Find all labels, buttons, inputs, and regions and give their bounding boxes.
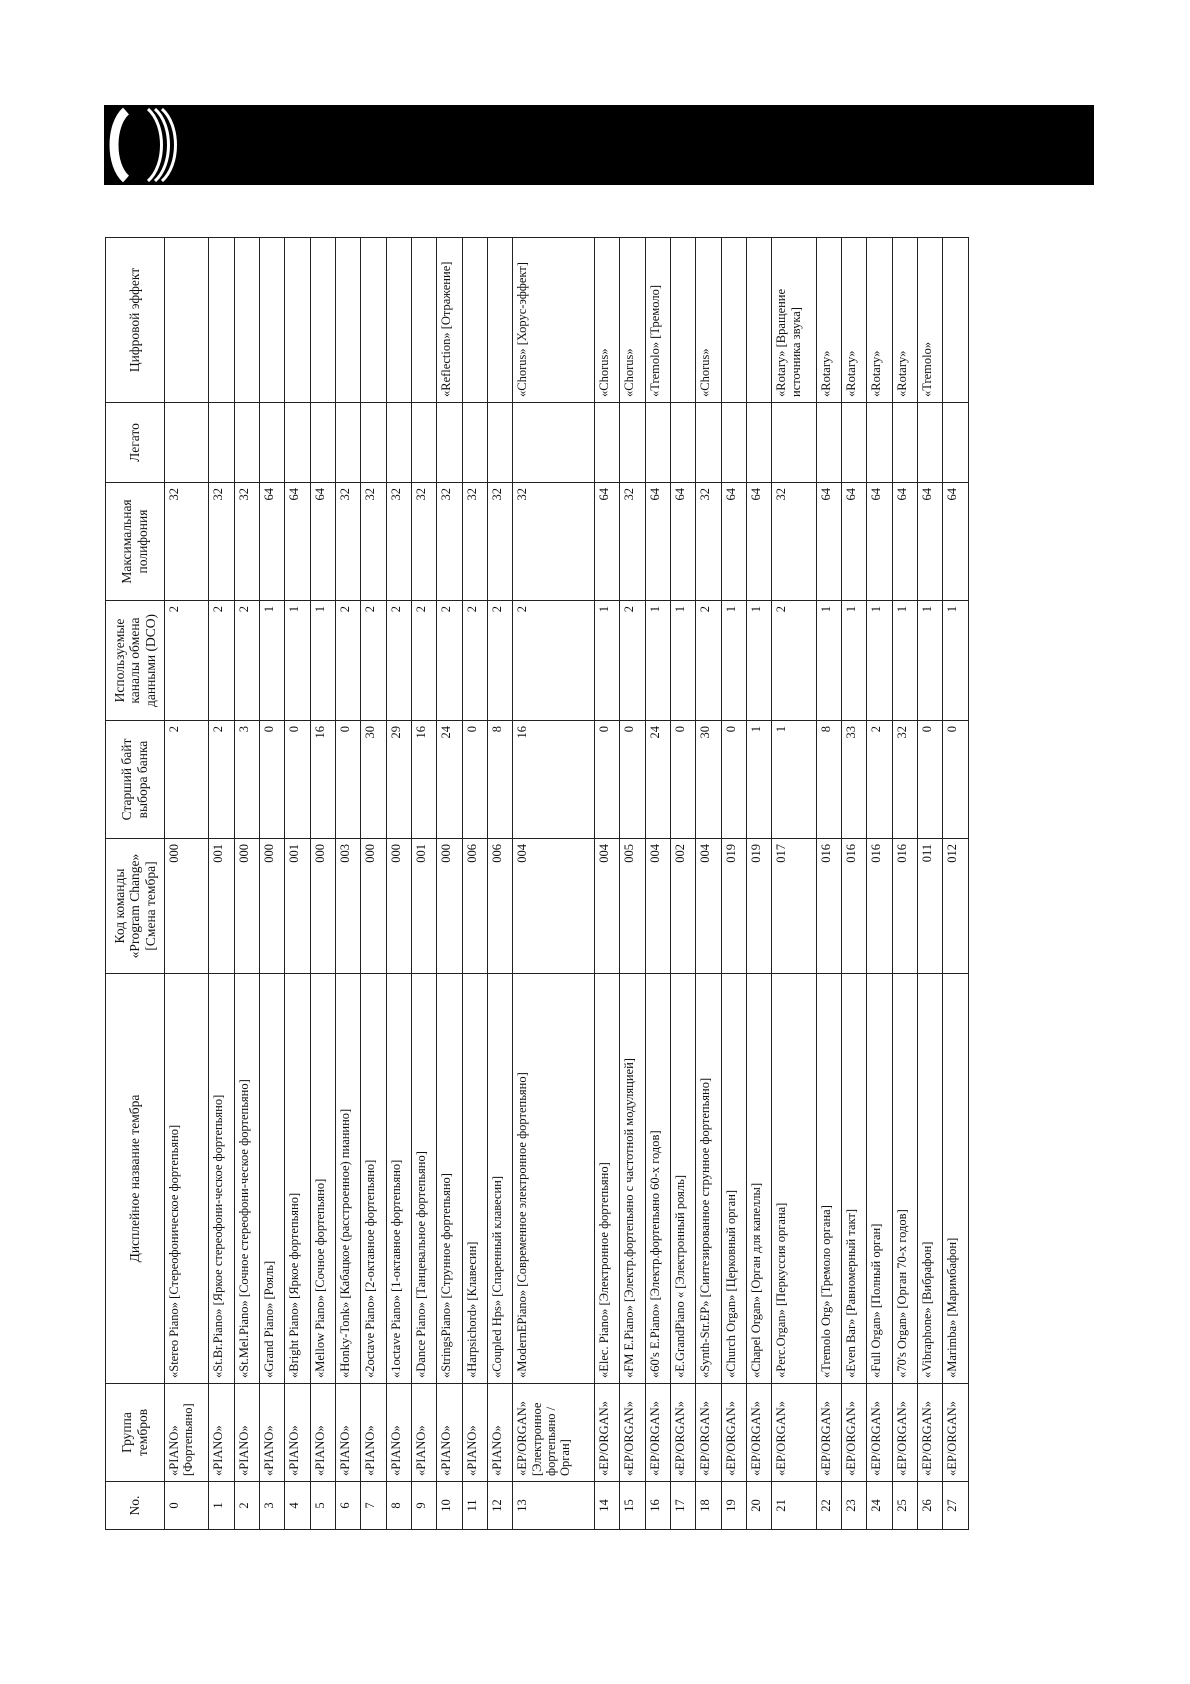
- table-row: [386, 238, 411, 1530]
- cell-display-name: «Harpsichord» [Клавесин]: [462, 974, 487, 1384]
- table-row: [411, 238, 436, 1530]
- cell-program-change: 000: [259, 839, 284, 974]
- cell-program-change: 016: [892, 839, 917, 974]
- cell-bank-msb: 2: [209, 721, 234, 839]
- cell-legato: [310, 403, 335, 483]
- cell-program-change: 003: [335, 839, 360, 974]
- cell-no: 13: [513, 1482, 595, 1530]
- cell-max-polyphony: 32: [361, 483, 386, 601]
- cell-program-change: 019: [747, 839, 772, 974]
- cell-program-change: 004: [513, 839, 595, 974]
- cell-max-polyphony: 64: [892, 483, 917, 601]
- cell-group: «PIANO»: [411, 1384, 436, 1482]
- cell-program-change: 017: [772, 839, 816, 974]
- cell-bank-msb: 0: [943, 721, 969, 839]
- cell-program-change: 006: [487, 839, 512, 974]
- cell-legato: [841, 403, 866, 483]
- cell-display-name: «Tremolo Org» [Тремоло органа]: [816, 974, 841, 1384]
- cell-group: «EP/ORGAN»: [772, 1384, 816, 1482]
- cell-program-change: 001: [411, 839, 436, 974]
- cell-bank-msb: 0: [671, 721, 696, 839]
- cell-dco-channels: 2: [620, 601, 645, 721]
- header-program-change: Код команды «Program Change» [Смена тембра]: [106, 839, 165, 974]
- cell-legato: [747, 403, 772, 483]
- cell-group: «PIANO»: [487, 1384, 512, 1482]
- cell-group: «PIANO»: [285, 1384, 310, 1482]
- table-row: [772, 238, 816, 1530]
- cell-group: «EP/ORGAN»: [892, 1384, 917, 1482]
- cell-legato: [943, 403, 969, 483]
- cell-digital-effect: [462, 238, 487, 403]
- cell-group: «PIANO»: [310, 1384, 335, 1482]
- cell-bank-msb: 0: [285, 721, 310, 839]
- cell-display-name: «StringsPiano» [Струнное фортепьяно]: [437, 974, 462, 1384]
- cell-legato: [918, 403, 943, 483]
- table-row: [918, 238, 943, 1530]
- table-row: [437, 238, 462, 1530]
- cell-dco-channels: 2: [165, 601, 209, 721]
- cell-group: «EP/ORGAN»: [671, 1384, 696, 1482]
- table-row: [361, 238, 386, 1530]
- cell-digital-effect: [747, 238, 772, 403]
- table-row: [462, 238, 487, 1530]
- cell-no: 4: [285, 1482, 310, 1530]
- cell-digital-effect: [310, 238, 335, 403]
- cell-dco-channels: 1: [310, 601, 335, 721]
- cell-group: «EP/ORGAN»: [645, 1384, 670, 1482]
- cell-display-name: «St.Br.Piano» [Яркое стереофони-ческое фортепьяно]: [209, 974, 234, 1384]
- cell-digital-effect: [259, 238, 284, 403]
- tone-table-container: [105, 238, 969, 1530]
- header-legato: Легато: [106, 403, 165, 483]
- cell-max-polyphony: 64: [310, 483, 335, 601]
- cell-no: 26: [918, 1482, 943, 1530]
- cell-dco-channels: 2: [361, 601, 386, 721]
- cell-max-polyphony: 64: [747, 483, 772, 601]
- cell-group: «EP/ORGAN»: [918, 1384, 943, 1482]
- table-row: [816, 238, 841, 1530]
- cell-max-polyphony: 32: [696, 483, 721, 601]
- header-max-polyphony: Максимальная полифония: [106, 483, 165, 601]
- cell-no: 23: [841, 1482, 866, 1530]
- cell-legato: [671, 403, 696, 483]
- cell-bank-msb: 1: [772, 721, 816, 839]
- cell-dco-channels: 1: [918, 601, 943, 721]
- cell-bank-msb: 0: [620, 721, 645, 839]
- cell-program-change: 002: [671, 839, 696, 974]
- cell-dco-channels: 1: [645, 601, 670, 721]
- cell-dco-channels: 1: [595, 601, 620, 721]
- cell-bank-msb: 3: [234, 721, 259, 839]
- cell-display-name: «Full Organ» [Полный орган]: [867, 974, 892, 1384]
- cell-display-name: «Grand Piano» [Рояль]: [259, 974, 284, 1384]
- cell-legato: [386, 403, 411, 483]
- cell-program-change: 011: [918, 839, 943, 974]
- cell-display-name: «Honky-Tonk» [Кабацкое (расстроенное) пианино]: [335, 974, 360, 1384]
- cell-display-name: «Marimba» [Маримбафон]: [943, 974, 969, 1384]
- cell-max-polyphony: 64: [943, 483, 969, 601]
- cell-program-change: 001: [209, 839, 234, 974]
- cell-no: 9: [411, 1482, 436, 1530]
- cell-dco-channels: 2: [437, 601, 462, 721]
- cell-program-change: 000: [310, 839, 335, 974]
- cell-display-name: «60's E.Piano» [Электр.фортепьяно 60-х годов]: [645, 974, 670, 1384]
- header-no: No.: [106, 1482, 165, 1530]
- cell-display-name: «Mellow Piano» [Сочное фортепьяно]: [310, 974, 335, 1384]
- cell-display-name: «1octave Piano» [1-октавное фортепьяно]: [386, 974, 411, 1384]
- cell-dco-channels: 1: [671, 601, 696, 721]
- cell-bank-msb: 30: [696, 721, 721, 839]
- cell-no: 19: [721, 1482, 746, 1530]
- cell-max-polyphony: 32: [335, 483, 360, 601]
- cell-legato: [696, 403, 721, 483]
- cell-bank-msb: 33: [841, 721, 866, 839]
- cell-program-change: 000: [165, 839, 209, 974]
- table-row: [867, 238, 892, 1530]
- cell-no: 16: [645, 1482, 670, 1530]
- cell-bank-msb: 0: [462, 721, 487, 839]
- cell-max-polyphony: 64: [671, 483, 696, 601]
- cell-no: 17: [671, 1482, 696, 1530]
- cell-program-change: 016: [816, 839, 841, 974]
- cell-legato: [209, 403, 234, 483]
- cell-legato: [361, 403, 386, 483]
- cell-max-polyphony: 64: [259, 483, 284, 601]
- cell-dco-channels: 1: [259, 601, 284, 721]
- cell-dco-channels: 1: [285, 601, 310, 721]
- cell-dco-channels: 1: [747, 601, 772, 721]
- cell-dco-channels: 2: [487, 601, 512, 721]
- cell-program-change: 000: [234, 839, 259, 974]
- table-row: [943, 238, 969, 1530]
- cell-legato: [595, 403, 620, 483]
- cell-no: 1: [209, 1482, 234, 1530]
- cell-dco-channels: 2: [234, 601, 259, 721]
- cell-max-polyphony: 64: [841, 483, 866, 601]
- cell-display-name: «FM E.Piano» [Электр.фортепьяно с частотной модуляцией]: [620, 974, 645, 1384]
- cell-digital-effect: «Rotary»: [867, 238, 892, 403]
- cell-group: «PIANO»: [259, 1384, 284, 1482]
- cell-no: 11: [462, 1482, 487, 1530]
- decorative-arc-icon: [104, 105, 194, 185]
- cell-dco-channels: 2: [386, 601, 411, 721]
- table-row: [595, 238, 620, 1530]
- cell-dco-channels: 2: [772, 601, 816, 721]
- table-row: [645, 238, 670, 1530]
- cell-no: 14: [595, 1482, 620, 1530]
- table-row: [892, 238, 917, 1530]
- cell-no: 25: [892, 1482, 917, 1530]
- cell-no: 18: [696, 1482, 721, 1530]
- cell-max-polyphony: 32: [772, 483, 816, 601]
- cell-no: 22: [816, 1482, 841, 1530]
- cell-program-change: 016: [841, 839, 866, 974]
- tone-table: [105, 237, 969, 1530]
- cell-group: «EP/ORGAN»: [747, 1384, 772, 1482]
- cell-digital-effect: «Rotary»: [816, 238, 841, 403]
- cell-max-polyphony: 32: [386, 483, 411, 601]
- cell-bank-msb: 0: [918, 721, 943, 839]
- cell-group: «PIANO»: [209, 1384, 234, 1482]
- table-row: [747, 238, 772, 1530]
- cell-bank-msb: 32: [892, 721, 917, 839]
- cell-group: «EP/ORGAN»: [943, 1384, 969, 1482]
- header-bank-msb: Старший байт выбора банка: [106, 721, 165, 839]
- cell-group: «EP/ORGAN»: [841, 1384, 866, 1482]
- table-row: [285, 238, 310, 1530]
- cell-no: 24: [867, 1482, 892, 1530]
- cell-digital-effect: [165, 238, 209, 403]
- cell-digital-effect: [487, 238, 512, 403]
- cell-program-change: 000: [361, 839, 386, 974]
- table-row: [487, 238, 512, 1530]
- cell-digital-effect: «Tremolo» [Тремоло]: [645, 238, 670, 403]
- cell-dco-channels: 2: [696, 601, 721, 721]
- cell-bank-msb: 29: [386, 721, 411, 839]
- cell-display-name: «Vibraphone» [Вибрафон]: [918, 974, 943, 1384]
- cell-bank-msb: 0: [595, 721, 620, 839]
- cell-legato: [645, 403, 670, 483]
- cell-program-change: 000: [437, 839, 462, 974]
- cell-display-name: «70's Organ» [Орган 70-х годов]: [892, 974, 917, 1384]
- cell-group: «PIANO» [Фортепьяно]: [165, 1384, 209, 1482]
- cell-digital-effect: [671, 238, 696, 403]
- cell-no: 7: [361, 1482, 386, 1530]
- header-digital-effect: Цифровой эффект: [106, 238, 165, 403]
- header-group: Группа тембров: [106, 1384, 165, 1482]
- cell-bank-msb: 0: [721, 721, 746, 839]
- cell-max-polyphony: 32: [165, 483, 209, 601]
- cell-display-name: «Dance Piano» [Танцевальное фортепьяно]: [411, 974, 436, 1384]
- cell-digital-effect: «Chorus» [Хорус-эффект]: [513, 238, 595, 403]
- cell-dco-channels: 2: [335, 601, 360, 721]
- cell-legato: [620, 403, 645, 483]
- cell-legato: [721, 403, 746, 483]
- cell-dco-channels: 1: [841, 601, 866, 721]
- cell-max-polyphony: 64: [918, 483, 943, 601]
- cell-dco-channels: 2: [513, 601, 595, 721]
- cell-group: «EP/ORGAN»: [620, 1384, 645, 1482]
- cell-no: 10: [437, 1482, 462, 1530]
- header-display-name: Дисплейное название тембра: [106, 974, 165, 1384]
- cell-legato: [892, 403, 917, 483]
- cell-display-name: «Even Bar» [Равномерный такт]: [841, 974, 866, 1384]
- cell-program-change: 005: [620, 839, 645, 974]
- cell-legato: [462, 403, 487, 483]
- cell-group: «PIANO»: [386, 1384, 411, 1482]
- cell-legato: [285, 403, 310, 483]
- cell-max-polyphony: 32: [513, 483, 595, 601]
- cell-group: «PIANO»: [361, 1384, 386, 1482]
- cell-bank-msb: 30: [361, 721, 386, 839]
- header-band: [104, 105, 1094, 185]
- cell-group: «EP/ORGAN»: [867, 1384, 892, 1482]
- cell-program-change: 000: [386, 839, 411, 974]
- cell-no: 0: [165, 1482, 209, 1530]
- cell-legato: [816, 403, 841, 483]
- cell-bank-msb: 24: [645, 721, 670, 839]
- cell-program-change: 012: [943, 839, 969, 974]
- table-row: [513, 238, 595, 1530]
- cell-max-polyphony: 64: [721, 483, 746, 601]
- cell-legato: [867, 403, 892, 483]
- cell-group: «EP/ORGAN»: [816, 1384, 841, 1482]
- cell-max-polyphony: 32: [620, 483, 645, 601]
- cell-group: «PIANO»: [335, 1384, 360, 1482]
- table-row: [259, 238, 284, 1530]
- cell-program-change: 001: [285, 839, 310, 974]
- cell-dco-channels: 1: [867, 601, 892, 721]
- cell-digital-effect: [209, 238, 234, 403]
- cell-dco-channels: 2: [462, 601, 487, 721]
- cell-no: 2: [234, 1482, 259, 1530]
- cell-display-name: «ModernEPiano» [Современное электронное фортепьяно]: [513, 974, 595, 1384]
- cell-digital-effect: [361, 238, 386, 403]
- cell-no: 5: [310, 1482, 335, 1530]
- cell-bank-msb: 2: [867, 721, 892, 839]
- table-row: [841, 238, 866, 1530]
- cell-no: 6: [335, 1482, 360, 1530]
- table-row: [696, 238, 721, 1530]
- cell-dco-channels: 2: [411, 601, 436, 721]
- cell-display-name: «St.Mel.Piano» [Сочное стереофони-ческое фортепьяно]: [234, 974, 259, 1384]
- cell-no: 21: [772, 1482, 816, 1530]
- cell-display-name: «Coupled Hps» [Спаренный клавесин]: [487, 974, 512, 1384]
- cell-display-name: «Stereo Piano» [Стереофоническое фортепьяно]: [165, 974, 209, 1384]
- cell-program-change: 019: [721, 839, 746, 974]
- cell-legato: [437, 403, 462, 483]
- cell-display-name: «Perc.Organ» [Перкуссия органа]: [772, 974, 816, 1384]
- cell-bank-msb: 8: [487, 721, 512, 839]
- table-row: [234, 238, 259, 1530]
- cell-max-polyphony: 32: [234, 483, 259, 601]
- cell-max-polyphony: 32: [437, 483, 462, 601]
- cell-max-polyphony: 32: [209, 483, 234, 601]
- cell-digital-effect: «Reflection» [Отражение]: [437, 238, 462, 403]
- cell-max-polyphony: 32: [411, 483, 436, 601]
- cell-digital-effect: «Chorus»: [595, 238, 620, 403]
- cell-legato: [513, 403, 595, 483]
- cell-digital-effect: [943, 238, 969, 403]
- cell-digital-effect: [721, 238, 746, 403]
- cell-digital-effect: [386, 238, 411, 403]
- cell-digital-effect: [335, 238, 360, 403]
- cell-program-change: 016: [867, 839, 892, 974]
- cell-bank-msb: 16: [310, 721, 335, 839]
- cell-max-polyphony: 32: [462, 483, 487, 601]
- cell-group: «EP/ORGAN» [Электронное фортепьяно /Орган]: [513, 1384, 595, 1482]
- cell-digital-effect: «Rotary»: [841, 238, 866, 403]
- cell-display-name: «2octave Piano» [2-октавное фортепьяно]: [361, 974, 386, 1384]
- cell-digital-effect: [411, 238, 436, 403]
- cell-legato: [411, 403, 436, 483]
- cell-group: «PIANO»: [462, 1384, 487, 1482]
- cell-max-polyphony: 64: [816, 483, 841, 601]
- header-dco-channels: Используемые каналы обмена данными (DCO): [106, 601, 165, 721]
- table-row: [620, 238, 645, 1530]
- cell-max-polyphony: 32: [487, 483, 512, 601]
- cell-legato: [772, 403, 816, 483]
- cell-no: 20: [747, 1482, 772, 1530]
- cell-bank-msb: 24: [437, 721, 462, 839]
- cell-max-polyphony: 64: [285, 483, 310, 601]
- cell-legato: [234, 403, 259, 483]
- cell-group: «PIANO»: [437, 1384, 462, 1482]
- cell-display-name: «Church Organ» [Церковный орган]: [721, 974, 746, 1384]
- cell-dco-channels: 1: [892, 601, 917, 721]
- cell-display-name: «Bright Piano» [Яркое фортепьяно]: [285, 974, 310, 1384]
- cell-dco-channels: 1: [721, 601, 746, 721]
- cell-display-name: «Chapel Organ» [Орган для капеллы]: [747, 974, 772, 1384]
- table-row: [335, 238, 360, 1530]
- table-body: [165, 238, 969, 1530]
- cell-max-polyphony: 64: [595, 483, 620, 601]
- cell-no: 12: [487, 1482, 512, 1530]
- table-row: [165, 238, 209, 1530]
- cell-bank-msb: 2: [165, 721, 209, 839]
- cell-program-change: 004: [595, 839, 620, 974]
- cell-max-polyphony: 64: [867, 483, 892, 601]
- cell-legato: [259, 403, 284, 483]
- cell-no: 3: [259, 1482, 284, 1530]
- cell-digital-effect: «Rotary»: [892, 238, 917, 403]
- cell-digital-effect: [234, 238, 259, 403]
- cell-digital-effect: «Chorus»: [620, 238, 645, 403]
- cell-dco-channels: 2: [209, 601, 234, 721]
- table-row: [721, 238, 746, 1530]
- cell-group: «EP/ORGAN»: [696, 1384, 721, 1482]
- cell-no: 8: [386, 1482, 411, 1530]
- cell-program-change: 006: [462, 839, 487, 974]
- cell-no: 15: [620, 1482, 645, 1530]
- cell-digital-effect: «Chorus»: [696, 238, 721, 403]
- cell-group: «EP/ORGAN»: [595, 1384, 620, 1482]
- cell-bank-msb: 0: [335, 721, 360, 839]
- cell-program-change: 004: [696, 839, 721, 974]
- cell-digital-effect: «Rotary» [Вращение источника звука]: [772, 238, 816, 403]
- cell-display-name: «Synth-Str.EP» [Синтезированное струнное фортепьяно]: [696, 974, 721, 1384]
- cell-max-polyphony: 64: [645, 483, 670, 601]
- cell-digital-effect: [285, 238, 310, 403]
- cell-program-change: 004: [645, 839, 670, 974]
- cell-bank-msb: 1: [747, 721, 772, 839]
- cell-no: 27: [943, 1482, 969, 1530]
- cell-digital-effect: «Tremolo»: [918, 238, 943, 403]
- cell-display-name: «Elec. Piano» [Электронное фортепьяно]: [595, 974, 620, 1384]
- table-row: [209, 238, 234, 1530]
- table-row: [671, 238, 696, 1530]
- table-header-row: [106, 238, 165, 1530]
- cell-legato: [165, 403, 209, 483]
- cell-display-name: «E.GrandPiano « [Электронный рояль]: [671, 974, 696, 1384]
- tone-table-rotated: [105, 238, 969, 1530]
- cell-bank-msb: 16: [411, 721, 436, 839]
- cell-legato: [335, 403, 360, 483]
- cell-group: «PIANO»: [234, 1384, 259, 1482]
- table-row: [310, 238, 335, 1530]
- cell-group: «EP/ORGAN»: [721, 1384, 746, 1482]
- cell-dco-channels: 1: [943, 601, 969, 721]
- cell-dco-channels: 1: [816, 601, 841, 721]
- cell-bank-msb: 0: [259, 721, 284, 839]
- cell-legato: [487, 403, 512, 483]
- cell-bank-msb: 16: [513, 721, 595, 839]
- cell-bank-msb: 8: [816, 721, 841, 839]
